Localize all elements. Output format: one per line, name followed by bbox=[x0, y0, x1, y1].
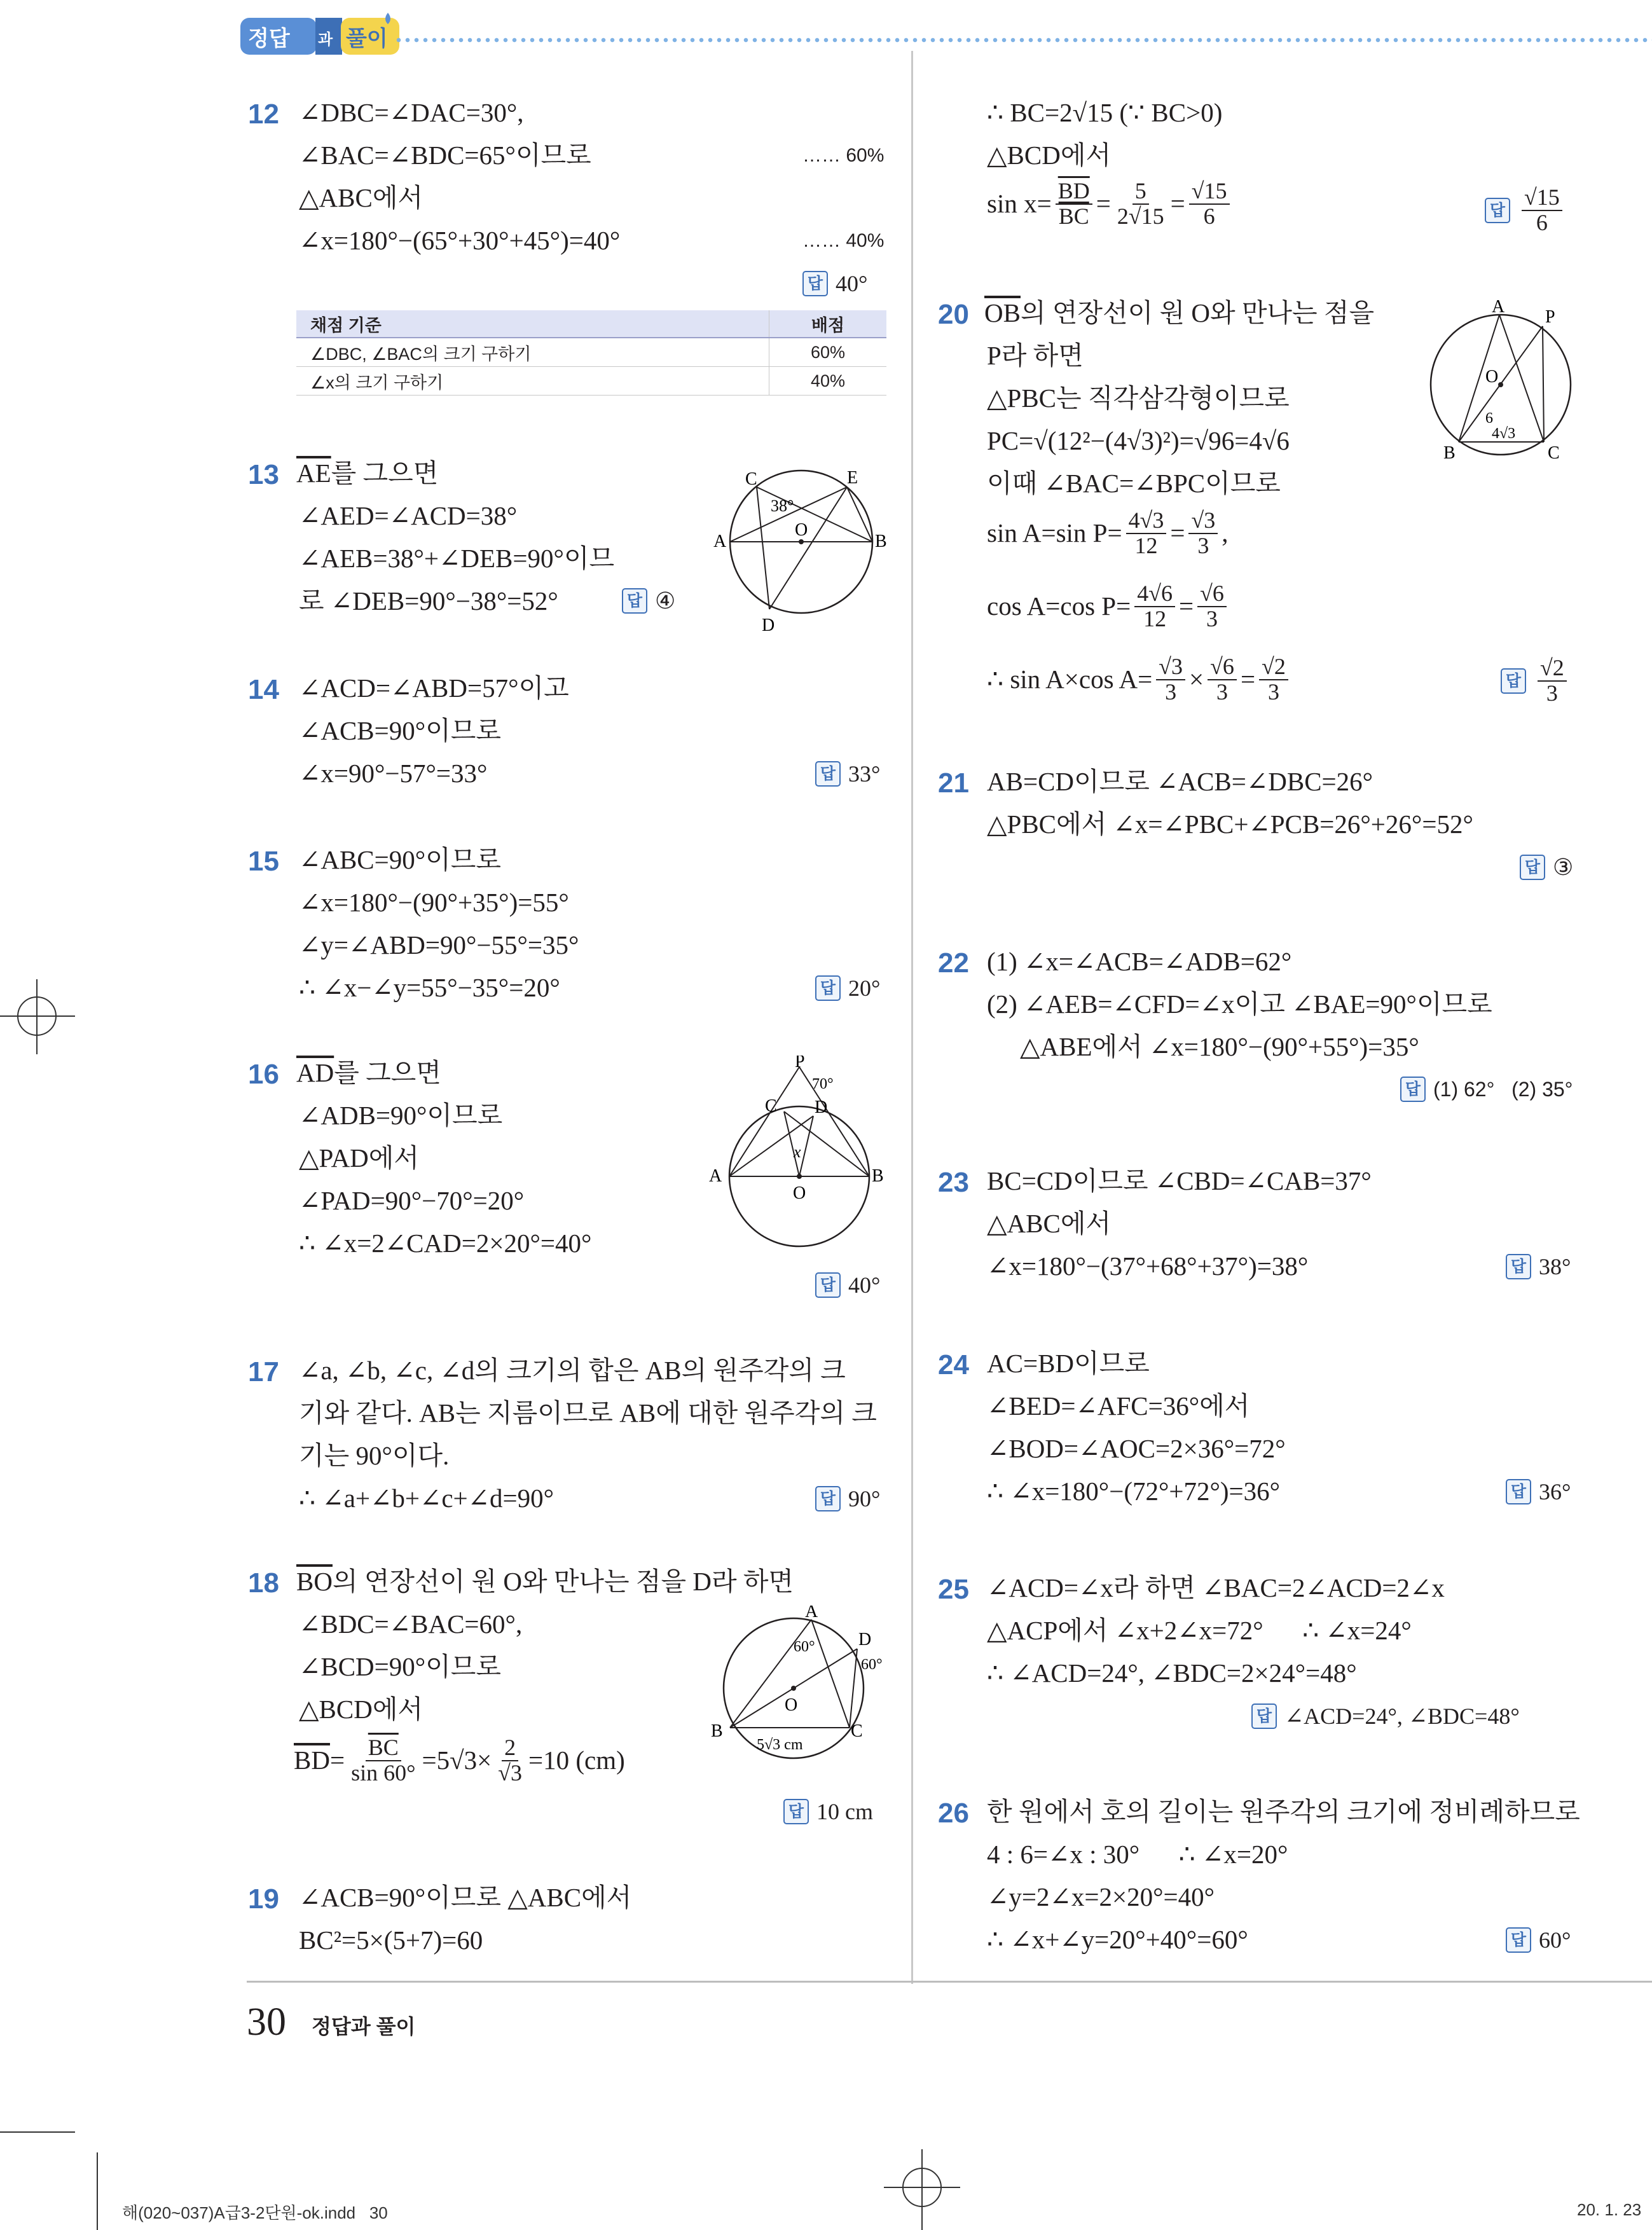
fraction bbox=[1188, 509, 1218, 558]
fraction-numerator: $\overline{BD}$ bbox=[1056, 179, 1092, 205]
angle-label: 60° bbox=[861, 1656, 883, 1673]
question-number: 20 bbox=[938, 299, 969, 330]
fraction-numerator: √3 bbox=[1156, 655, 1185, 680]
solution-line: ∠ADB=90°이므로 bbox=[299, 1101, 503, 1130]
length-label: 5√3 cm bbox=[757, 1737, 803, 1753]
point-label: P bbox=[1545, 307, 1555, 327]
fraction-numerator: 4√6 bbox=[1134, 582, 1175, 607]
answer-icon: 답 bbox=[815, 1486, 841, 1511]
solution-line: ∠x=180°−(37°+68°+37°)=38° bbox=[987, 1251, 1309, 1281]
answer-value: ③ bbox=[1553, 855, 1574, 880]
answer-value: 90° bbox=[848, 1486, 881, 1511]
solution-line: ∠ABC=90°이므로 bbox=[299, 845, 501, 874]
solution-line: ∠BOD=∠AOC=2×36°=72° bbox=[987, 1434, 1286, 1463]
solution-line: ∴ ∠x−∠y=55°−35°=20° bbox=[299, 973, 560, 1002]
point-label: O bbox=[785, 1695, 798, 1715]
circle-figure-q16 bbox=[709, 1056, 893, 1253]
solution-line: PC=√(12²−(4√3)²)=√96=4√6 bbox=[987, 426, 1290, 455]
fraction-numerator: √6 bbox=[1208, 655, 1237, 680]
solution-line: ∠ACD=∠x라 하면 ∠BAC=2∠ACD=2∠x bbox=[987, 1573, 1445, 1602]
answer-icon: 답 bbox=[815, 761, 841, 787]
answer-icon: 답 bbox=[1400, 1077, 1426, 1102]
answer bbox=[1506, 1478, 1571, 1505]
solution-line: ∠ACB=90°이므로 △ABC에서 bbox=[299, 1883, 632, 1912]
solution-line: $\overline{BD}$ = $\frac{\overline{BC}}{\sin 60^\circ}$ =5√3× $\frac{2}{√3}$ =10 (cm) bbox=[294, 1735, 625, 1786]
solution-line: ∠PAD=90°−70°=20° bbox=[299, 1186, 525, 1215]
solution-line: 한 원에서 호의 길이는 원주각의 크기에 정비례하므로 bbox=[987, 1797, 1580, 1826]
point-label: O bbox=[1485, 367, 1499, 387]
answer-value: ④ bbox=[655, 588, 676, 614]
fraction bbox=[1197, 582, 1227, 631]
table-row bbox=[296, 367, 886, 396]
answer-value: 38° bbox=[1539, 1254, 1571, 1279]
point-label: C bbox=[745, 469, 757, 489]
point-label: B bbox=[711, 1721, 723, 1741]
solution-text: sin A=sin P= bbox=[987, 518, 1122, 548]
solution-text: 의 연장선이 원 O와 만나는 점을 D라 하면 bbox=[332, 1567, 794, 1596]
solution-line: 이때 ∠BAC=∠BPC이므로 bbox=[987, 469, 1281, 498]
crop-mark-bottom bbox=[884, 2149, 960, 2230]
fraction-denominator: 3 bbox=[1267, 678, 1279, 705]
table-row bbox=[296, 338, 886, 367]
solution-line: △ABC에서 bbox=[299, 183, 423, 212]
angle-label: 60° bbox=[794, 1639, 815, 1655]
solution-line: ∠a, ∠b, ∠c, ∠d의 크기의 합은 AB의 원주각의 크 bbox=[299, 1356, 846, 1385]
answer bbox=[815, 1272, 880, 1298]
answer-icon: 답 bbox=[1506, 1927, 1531, 1953]
point-label: C bbox=[765, 1096, 777, 1116]
solution-line: P라 하면 bbox=[987, 341, 1084, 370]
answer-value: (1) 62° (2) 35° bbox=[1433, 1077, 1573, 1101]
fraction-numerator: 2 bbox=[502, 1736, 518, 1761]
fraction bbox=[1259, 655, 1288, 705]
question-number: 21 bbox=[938, 767, 969, 799]
point-label: A bbox=[713, 532, 727, 551]
question-number: 19 bbox=[248, 1883, 279, 1915]
fraction-numerator: √3 bbox=[1188, 509, 1218, 534]
solution-line: △ACP에서 ∠x+2∠x=72° ∴ ∠x=24° bbox=[987, 1616, 1412, 1645]
answer bbox=[1506, 1927, 1571, 1953]
answer bbox=[815, 1485, 880, 1512]
question-number: 13 bbox=[248, 459, 279, 490]
fraction bbox=[1115, 179, 1167, 229]
length-label: 6 bbox=[1485, 410, 1493, 427]
fraction-denominator: 6 bbox=[1536, 209, 1548, 235]
answer-value: ∠ACD=24°, ∠BDC=48° bbox=[1284, 1703, 1520, 1729]
score-percent: …… 60% bbox=[802, 145, 885, 166]
fraction-numerator: $\overline{BC}$ bbox=[366, 1736, 401, 1761]
answer bbox=[1485, 186, 1566, 235]
fraction bbox=[1538, 656, 1567, 706]
solution-line: ∠x=180°−(65°+30°+45°)=40° bbox=[299, 226, 621, 255]
point-label: D bbox=[858, 1630, 872, 1649]
fraction-numerator: √15 bbox=[1522, 186, 1562, 211]
solution-line: ∴ ∠x=2∠CAD=2×20°=40° bbox=[299, 1229, 592, 1258]
table-cell: 60% bbox=[769, 338, 887, 367]
fraction-denominator: 3 bbox=[1165, 678, 1177, 705]
point-label: A bbox=[709, 1166, 722, 1186]
solution-line: 기는 90°이다. bbox=[299, 1441, 450, 1470]
fraction-numerator: √6 bbox=[1197, 582, 1227, 607]
table-header: 채점 기준 bbox=[296, 310, 769, 338]
trim-line bbox=[0, 2131, 75, 2133]
fraction-denominator: 3 bbox=[1546, 680, 1558, 706]
fraction bbox=[1134, 582, 1175, 631]
solution-line: ∠y=2∠x=2×20°=40° bbox=[987, 1882, 1215, 1911]
table-cell: 40% bbox=[769, 367, 887, 396]
fraction bbox=[1522, 186, 1562, 235]
solution-line: 로 ∠DEB=90°−38°=52° bbox=[299, 586, 558, 616]
question-number: 18 bbox=[248, 1567, 279, 1599]
point-label: E bbox=[847, 468, 858, 488]
fraction-denominator: BC bbox=[1058, 203, 1089, 229]
answer-value: 20° bbox=[848, 975, 881, 1001]
solution-line: 4 : 6=∠x : 30° ∴ ∠x=20° bbox=[987, 1840, 1288, 1869]
fraction-denominator: 12 bbox=[1143, 605, 1167, 631]
solution-line: ∠BED=∠AFC=36°에서 bbox=[987, 1391, 1250, 1421]
fraction-numerator: √15 bbox=[1189, 179, 1230, 205]
angle-label: 38° bbox=[771, 497, 794, 515]
point-label: B bbox=[872, 1166, 884, 1186]
solution-line: ∴ BC=2√15 (∵ BC>0) bbox=[987, 98, 1223, 127]
segment-label: $\overline{BO}$ bbox=[296, 1567, 333, 1596]
answer-icon: 답 bbox=[1251, 1703, 1277, 1729]
question-number: 22 bbox=[938, 947, 969, 979]
answer-icon: 답 bbox=[815, 975, 841, 1001]
circle-figure-q13 bbox=[712, 464, 890, 636]
fraction bbox=[348, 1736, 418, 1786]
solution-line: ∠BAC=∠BDC=65°이므로 bbox=[299, 141, 591, 170]
solution-line: ∴ ∠ACD=24°, ∠BDC=2×24°=48° bbox=[987, 1658, 1357, 1688]
fraction-numerator: √2 bbox=[1538, 656, 1567, 682]
solution-text: ∴ sin A×cos A= bbox=[987, 664, 1153, 694]
solution-text: 를 그으면 bbox=[331, 458, 439, 488]
fraction bbox=[1189, 179, 1230, 229]
solution-line: ∠DBC=∠DAC=30°, bbox=[299, 98, 524, 127]
answer-value: 36° bbox=[1539, 1479, 1571, 1504]
answer-value: 10 cm bbox=[816, 1799, 873, 1824]
fraction-denominator: 3 bbox=[1216, 678, 1229, 705]
answer bbox=[783, 1798, 873, 1825]
answer bbox=[815, 975, 880, 1001]
fraction-denominator: 12 bbox=[1134, 532, 1158, 558]
point-label: A bbox=[1492, 297, 1505, 317]
answer-icon: 답 bbox=[1506, 1254, 1531, 1279]
fraction-denominator: √3 bbox=[498, 1759, 523, 1786]
fraction bbox=[1156, 655, 1185, 705]
solution-line: ∴ sin A×cos A= $\frac{√3}{3}$ × $\frac{√6}{3}$ = $\frac{√2}{3}$ bbox=[987, 655, 1292, 705]
answer bbox=[1251, 1703, 1520, 1730]
question-number: 16 bbox=[248, 1059, 279, 1090]
answer bbox=[1501, 656, 1571, 706]
column-divider bbox=[911, 51, 913, 1984]
solution-text: =10 (cm) bbox=[528, 1745, 625, 1775]
point-label: C bbox=[851, 1721, 863, 1741]
solution-text: 를 그으면 bbox=[334, 1058, 441, 1087]
solution-line: ∠BDC=∠BAC=60°, bbox=[299, 1609, 523, 1639]
answer-icon: 답 bbox=[1506, 1479, 1531, 1504]
header-dot-rule bbox=[394, 37, 1652, 43]
solution-line: △ABC에서 bbox=[987, 1209, 1112, 1238]
solution-text: =5√3× bbox=[422, 1745, 492, 1775]
fraction-denominator: 3 bbox=[1197, 532, 1209, 558]
solution-line: △PAD에서 bbox=[299, 1143, 419, 1173]
fraction bbox=[1126, 509, 1167, 558]
fraction bbox=[495, 1736, 525, 1786]
badge-text-b: 과 bbox=[318, 32, 333, 48]
solution-line: (2) ∠AEB=∠CFD=∠x이고 ∠BAE=90°이므로 bbox=[987, 989, 1492, 1019]
fraction-numerator: 4√3 bbox=[1126, 509, 1167, 534]
solution-line: 기와 같다. AB는 지름이므로 AB에 대한 원주각의 크 bbox=[299, 1398, 877, 1428]
answer bbox=[815, 761, 880, 787]
question-number: 15 bbox=[248, 846, 279, 877]
question-number: 24 bbox=[938, 1349, 969, 1380]
solution-line: △PBC는 직각삼각형이므로 bbox=[987, 383, 1290, 413]
solution-text: 의 연장선이 원 O와 만나는 점을 bbox=[1020, 298, 1375, 327]
question-number: 14 bbox=[248, 674, 279, 705]
solution-line: AB=CD이므로 ∠ACB=∠DBC=26° bbox=[987, 767, 1373, 796]
solution-line: sin x= $\frac{\overline{BD}}{BC}$ = $\frac{5}{2√15}$ = $\frac{√15}{6}$ bbox=[987, 179, 1234, 229]
solution-line: △PBC에서 ∠x=∠PBC+∠PCB=26°+26°=52° bbox=[987, 809, 1473, 839]
circle-figure-q18 bbox=[706, 1606, 897, 1765]
answer bbox=[1520, 854, 1573, 881]
question-number: 23 bbox=[938, 1167, 969, 1198]
answer-icon: 답 bbox=[815, 1272, 841, 1298]
angle-label: 70° bbox=[812, 1076, 834, 1092]
point-label: B bbox=[875, 532, 887, 551]
fraction-numerator: 5 bbox=[1132, 179, 1149, 205]
point-label: O bbox=[793, 1183, 806, 1203]
score-percent: …… 40% bbox=[802, 230, 885, 251]
point-label: P bbox=[795, 1056, 805, 1071]
circle-figure-q20 bbox=[1424, 296, 1577, 467]
solution-line: (1) ∠x=∠ACB=∠ADB=62° bbox=[987, 947, 1292, 976]
footer-rule bbox=[247, 1981, 1652, 1983]
solution-line: ∠y=∠ABD=90°−55°=35° bbox=[299, 930, 579, 960]
answer-icon: 답 bbox=[783, 1799, 809, 1824]
page-number: 30 bbox=[247, 2000, 286, 2044]
solution-line: △ABE에서 ∠x=180°−(90°+55°)=35° bbox=[1020, 1032, 1419, 1061]
fraction-denominator: 2√15 bbox=[1117, 203, 1164, 229]
point-label: B bbox=[1443, 443, 1456, 463]
solution-line bbox=[984, 299, 1374, 327]
solution-line: ∠AED=∠ACD=38° bbox=[299, 501, 518, 530]
answer-icon: 답 bbox=[1485, 198, 1510, 223]
segment-label: $\overline{BD}$ bbox=[294, 1745, 330, 1775]
solution-line: AC=BD이므로 bbox=[987, 1349, 1150, 1378]
question-number: 25 bbox=[938, 1574, 969, 1605]
header-badge bbox=[240, 13, 399, 57]
answer bbox=[1400, 1077, 1573, 1102]
answer bbox=[1506, 1253, 1571, 1280]
solution-line: ∠ACD=∠ABD=57°이고 bbox=[299, 673, 569, 703]
point-label: O bbox=[795, 520, 808, 540]
point-label: D bbox=[762, 616, 775, 635]
question-number: 12 bbox=[248, 99, 279, 130]
point-label: D bbox=[815, 1098, 828, 1117]
solution-line: BC=CD이므로 ∠CBD=∠CAB=37° bbox=[987, 1166, 1372, 1195]
solution-line bbox=[296, 1567, 794, 1596]
angle-label: x bbox=[794, 1143, 801, 1161]
solution-line: △BCD에서 bbox=[987, 141, 1112, 170]
answer bbox=[802, 270, 867, 297]
solution-line: ∴ ∠a+∠b+∠c+∠d=90° bbox=[299, 1483, 554, 1513]
table-header: 배점 bbox=[769, 310, 887, 338]
trim-line bbox=[97, 2152, 98, 2230]
answer-icon: 답 bbox=[802, 271, 828, 296]
solution-line: ∠x=90°−57°=33° bbox=[299, 759, 488, 788]
answer-icon: 답 bbox=[622, 588, 647, 614]
question-number: 26 bbox=[938, 1798, 969, 1829]
solution-line bbox=[296, 459, 438, 488]
solution-line: BC²=5×(5+7)=60 bbox=[299, 1925, 483, 1955]
length-label: 4√3 bbox=[1492, 425, 1516, 442]
solution-line: sin A=sin P= $\frac{4√3}{12}$ = $\frac{√3}{3}$ , bbox=[987, 507, 1229, 558]
fraction bbox=[1056, 179, 1092, 229]
answer-value: 40° bbox=[836, 271, 868, 296]
point-label: C bbox=[1548, 443, 1560, 463]
segment-label: $\overline{OB}$ bbox=[984, 298, 1021, 327]
page-label: 정답과 풀이 bbox=[312, 2015, 416, 2038]
table-cell: ∠DBC, ∠BAC의 크기 구하기 bbox=[296, 338, 769, 367]
solution-text: cos A=cos P= bbox=[987, 591, 1131, 621]
print-date: 20. 1. 23 bbox=[1577, 2200, 1642, 2219]
segment-label: $\overline{AE}$ bbox=[296, 458, 331, 488]
answer-value: 33° bbox=[848, 761, 881, 787]
fraction bbox=[1208, 655, 1237, 705]
answer-value: 60° bbox=[1539, 1927, 1571, 1953]
solution-line: ∠BCD=90°이므로 bbox=[299, 1652, 501, 1681]
table-cell: ∠x의 크기 구하기 bbox=[296, 367, 769, 396]
fraction-denominator: sin 60° bbox=[351, 1759, 416, 1786]
solution-line: △BCD에서 bbox=[299, 1695, 423, 1724]
solution-line bbox=[296, 1059, 441, 1087]
solution-line: ∠x=180°−(90°+35°)=55° bbox=[299, 888, 569, 917]
print-slug: 해(020~037)A급3-2단원-ok.indd 30 bbox=[122, 2203, 388, 2222]
answer-value: 40° bbox=[848, 1272, 881, 1298]
solution-line: cos A=cos P= $\frac{4√6}{12}$ = $\frac{√6}{3}$ bbox=[987, 582, 1230, 631]
solution-line: ∠AEB=38°+∠DEB=90°이므 bbox=[299, 544, 615, 573]
badge-text-a: 정답 bbox=[248, 27, 290, 51]
question-number: 17 bbox=[248, 1356, 279, 1387]
solution-line: ∠ACB=90°이므로 bbox=[299, 716, 501, 745]
crop-mark-left bbox=[0, 979, 76, 1056]
answer-icon: 답 bbox=[1501, 668, 1526, 694]
badge-text-c: 풀이 bbox=[346, 27, 388, 51]
fraction-denominator: 3 bbox=[1206, 605, 1218, 631]
solution-line: ∴ ∠x+∠y=20°+40°=60° bbox=[987, 1925, 1248, 1954]
segment-label: $\overline{AD}$ bbox=[296, 1058, 334, 1087]
solution-line: ∴ ∠x=180°−(72°+72°)=36° bbox=[987, 1476, 1281, 1506]
fraction-numerator: √2 bbox=[1259, 655, 1288, 680]
fraction-denominator: 6 bbox=[1203, 203, 1215, 229]
answer bbox=[622, 588, 675, 614]
solution-text: sin x= bbox=[987, 189, 1052, 219]
answer-icon: 답 bbox=[1520, 855, 1545, 880]
scoring-table bbox=[296, 310, 886, 396]
point-label: A bbox=[805, 1606, 818, 1621]
